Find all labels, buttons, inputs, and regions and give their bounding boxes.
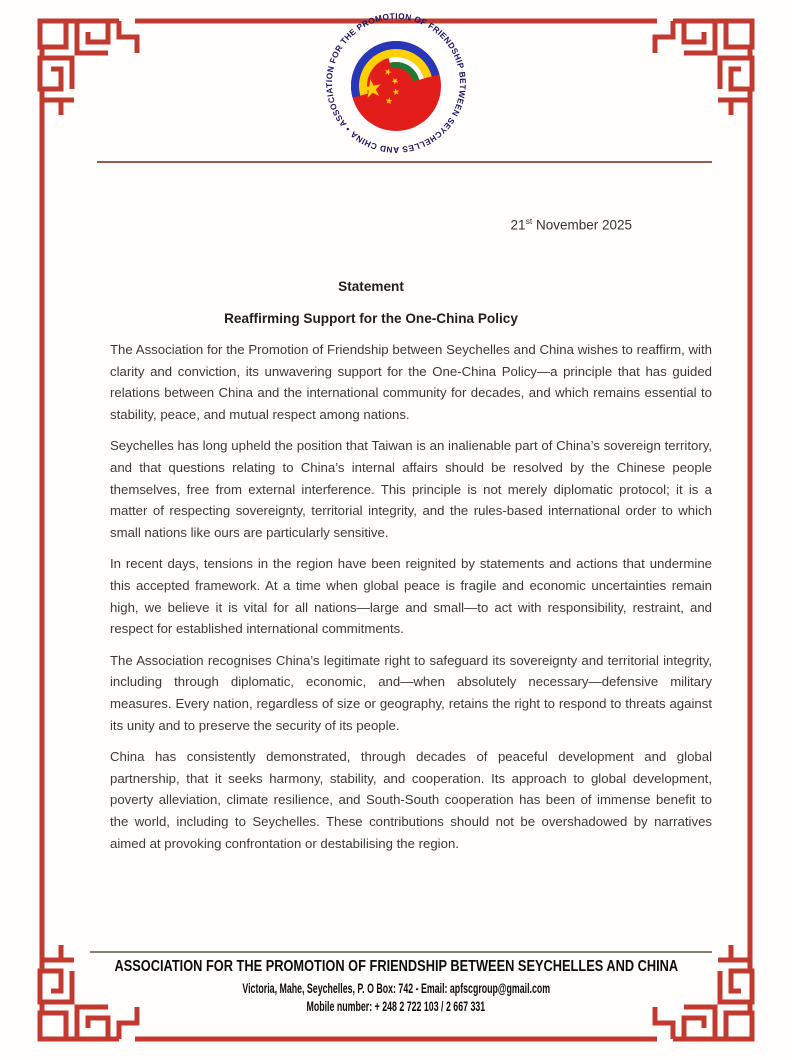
statement-body [110, 279, 712, 864]
statement-title: Statement [338, 279, 404, 294]
footer-org-name: ASSOCIATION FOR THE PROMOTION OF FRIENDSHIP BETWEEN SEYCHELLES AND CHINA [114, 958, 678, 975]
logo-flag-disc [341, 31, 441, 131]
logo-graphic [321, 8, 471, 158]
footer-address: Victoria, Mahe, Seychelles, P. O Box: 742 - Email: apfscgroup@gmail.com [242, 980, 550, 996]
border-line-left [40, 110, 45, 950]
border-line-right [748, 110, 753, 950]
footer-separator-line [90, 951, 712, 953]
date [511, 216, 632, 233]
border-line-bottom [135, 1037, 657, 1042]
fret-corner-top-right [655, 21, 752, 152]
fret-corner-top-left [40, 21, 137, 152]
logo-ring-text: • ASSOCIATION FOR THE PROMOTION OF FRIENDSHIP BETWEEN SEYCHELLES AND CHINA [323, 10, 469, 155]
paragraph-1: The Association for the Promotion of Friendship between Seychelles and China wishes to reaffirm, with clarity and conviction, its unwavering support for the One-China Policy—a principle that has guided relations between China and the international community for decades, and which remains essential to stability, peace, and mutual respect among nations. [110, 342, 712, 423]
header-separator-line [97, 161, 712, 163]
footer-mobile: Mobile number: + 248 2 722 103 / 2 667 331 [306, 997, 486, 1014]
statement-subtitle: Reaffirming Support for the One-China Policy [224, 311, 518, 326]
paragraph-4: The Association recognises China’s legitimate right to safeguard its sovereignty and territorial integrity, including through diplomatic, economic, and—when absolutely necessary—defensive military measures. Every nation, regardless of size or geography, retains the right to respond to threats against its unity and to preserve the security of its people. [110, 652, 712, 733]
association-logo [321, 8, 471, 158]
paragraph-3: In recent days, tensions in the region have been reignited by statements and actions that undermine this accepted framework. At a time when global peace is fragile and economic uncertainties remain high, we believe it is vital for all nations—large and small—to act with responsibility, restraint, and respect for established international commitments. [110, 556, 712, 637]
paragraph-5: China has consistently demonstrated, through decades of peaceful development and global partnership, that it seeks harmony, stability, and cooperation. Its approach to global development, poverty alleviation, climate resilience, and South-South cooperation has been of immense benefit to the world, including to Seychelles. These contributions should not be overshadowed by narratives aimed at provoking confrontation or destabilising the region. [110, 748, 712, 851]
date-ordinal: st [525, 216, 533, 226]
footer [0, 958, 792, 1015]
date-rest: November 2025 [532, 217, 632, 233]
date-day: 21 [510, 217, 526, 233]
paragraph-2: Seychelles has long upheld the position that Taiwan is an inalienable part of China’s sovereign territory, and that questions relating to China’s internal affairs should be resolved by the Chinese people themselves, free from external interference. This principle is not merely diplomatic protocol; it is a matter of respecting sovereignty, territorial integrity, and the rules-based international order to which small nations like ours are particularly sensitive. [110, 438, 712, 541]
